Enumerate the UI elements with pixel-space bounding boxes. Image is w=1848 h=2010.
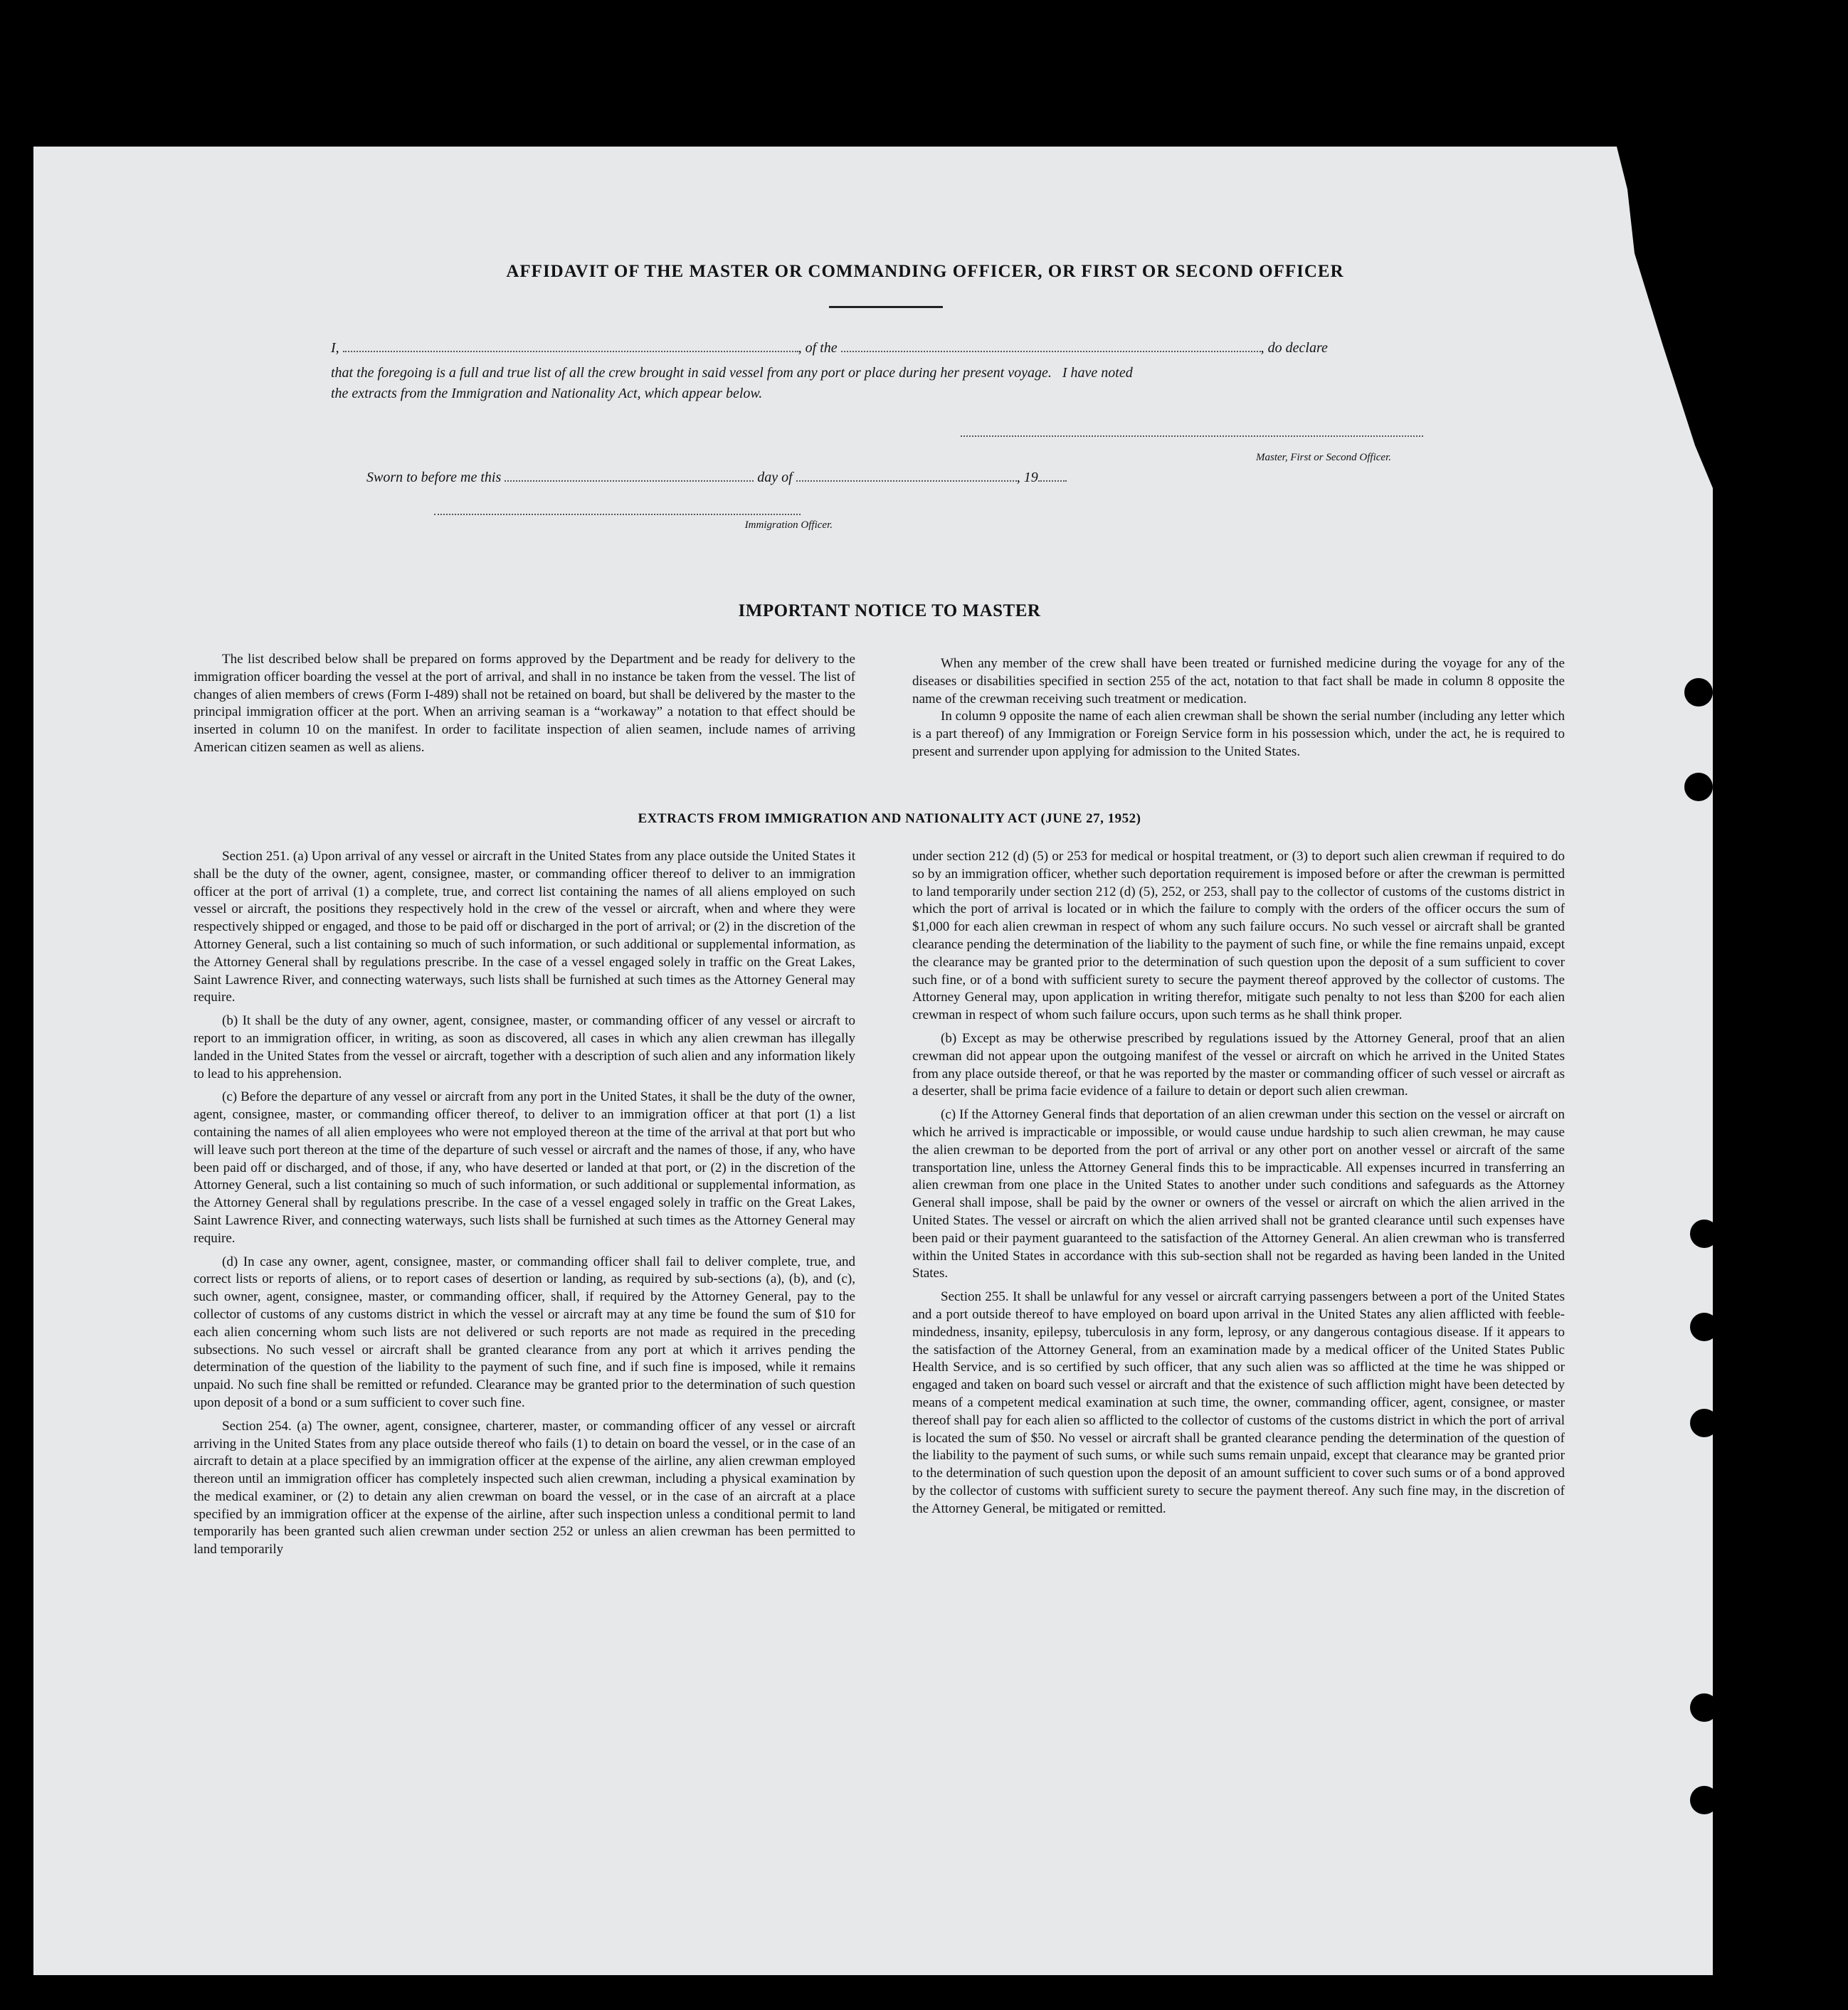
act-section-paragraph: (b) Except as may be otherwise prescribed by regulations issued by the Attorney General, proof that an alien crewman did not appear upon the outgoing manifest of the vessel or aircraft on which he arrived in the United States from any place outside thereof, or that he was reported by the master or commanding officer of such vessel or aircraft as a deserter, shall be prima facie evidence of a failure to detain or deport such alien crewman. — [912, 1030, 1565, 1099]
vessel-name-field[interactable] — [841, 338, 1261, 352]
immigration-officer-signature-field[interactable] — [434, 514, 801, 515]
punch-hole — [1690, 1786, 1718, 1814]
extracts-left-column — [194, 848, 855, 1559]
punch-hole — [1690, 1313, 1718, 1341]
extracts-title: EXTRACTS FROM IMMIGRATION AND NATIONALITY ACT (JUNE 27, 1952) — [638, 811, 1141, 826]
punch-hole — [1690, 1693, 1718, 1722]
act-section-paragraph: (b) It shall be the duty of any owner, agent, consignee, master, or commanding officer of any vessel or aircraft to report to an immigration officer, in writing, as soon as discovered, all cases in which any alien crewman has illegally landed in the United States from the vessel or aircraft, together with a description of such alien and any information likely to lead to his apprehension. — [194, 1013, 855, 1081]
sworn-month-field[interactable] — [796, 467, 1017, 482]
act-section-paragraph: under section 212 (d) (5) or 253 for medical or hospital treatment, or (3) to deport such alien crewman if required to do so by an immigration officer, whether such deportation requirement is imposed before or after the crewman is permitted to land temporarily under section 212 (d) (5), 252, or 253, shall pay to the collector of customs of the customs district in which the port of arrival is located or in which the failure to comply with the orders of the officer occurs the sum of $1,000 for each alien crewman in respect of whom any such failure occurs. No such vessel or aircraft shall be granted clearance pending the determination of the liability to the payment of such fine, or while the fine remains unpaid, except the clearance may be granted prior to the determination of such question upon the deposit of a sum sufficient to cover such fine, or of a bond with sufficient surety to secure the payment thereof approved by the collector of customs. The Attorney General may, upon application in writing therefor, mitigate such penalty to not less than $200 for each alien crewman in respect of whom such failure occurs, upon such terms as he shall think proper. — [912, 849, 1565, 1023]
master-signature-field[interactable] — [961, 435, 1423, 437]
day-of-label: day of — [757, 470, 793, 485]
immigration-officer-label: Immigration Officer. — [744, 519, 833, 531]
notice-paragraph: When any member of the crew shall have been treated or furnished medicine during the voyage for any of the diseases or disabilities specified in section 255 of the act, notation to that fact shall be made in column 8 opposite the name of the crewman receiving such treatment or medication. — [912, 656, 1565, 707]
notice-paragraph: In column 9 opposite the name of each alien crewman shall be shown the serial number (including any letter which is a part thereof) of any Immigration or Foreign Service form in his possession which, under the act, he is required to present and surrender upon applying for admission to the United States. — [912, 709, 1565, 759]
sworn-date-field[interactable] — [505, 467, 754, 482]
act-section-paragraph: (c) If the Attorney General finds that deportation of an alien crewman under this section on the vessel or aircraft on which he arrived is impracticable or impossible, or would cause undue hardship to such alien crewman, he may cause the alien crewman to be deported from the port of arrival or any other port on another vessel or aircraft of the same transportation line, unless the Attorney General finds this to be impracticable. All expenses incurred in transferring an alien crewman from one place in the United States to another under such conditions and safeguards as the Attorney General shall impose, shall be paid by the owner or owners of the vessel or aircraft on which the alien arrived in the United States. The vessel or aircraft on which the alien arrived shall not be granted clearance until such expenses have been paid or their payment guaranteed to the satisfaction of the Attorney General. An alien crewman who is transferred within the United States in accordance with this sub-section shall not be regarded as having been landed in the United States. — [912, 1107, 1565, 1281]
punch-hole — [1684, 773, 1713, 801]
declare-label: , do declare — [1260, 340, 1328, 356]
declarant-label: I, — [331, 340, 339, 356]
extracts-right-column — [912, 848, 1565, 1518]
act-section-paragraph: Section 255. It shall be unlawful for any vessel or aircraft carrying passengers between a port of the United States and a port outside thereof to have employed on board upon arrival in the United States any alien afflicted with feeble-mindedness, insanity, epilepsy, tuberculosis in any form, leprosy, or any dangerous contagious disease. If it appears to the satisfaction of the Attorney General, from an examination made by a medical officer of the United States Public Health Service, and is so certified by such officer, that any such alien was so afflicted at the time he was shipped or engaged and taken on board such vessel or aircraft and that the existence of such affliction might have been detected by means of a competent medical examination at such time, the owner, commanding officer, agent, consignee, or master thereof shall pay for each alien so afflicted to the collector of customs of the customs district in which the port of arrival is located the sum of $50. No vessel or aircraft shall be granted clearance pending the determination of the question of the liability to the payment of such sums, or while such sums remain unpaid, except that clearance may be granted prior to the determination of such question upon the deposit of an amount sufficient to cover such sums or of a bond approved by the collector of customs with sufficient surety to secure the payment thereof. Any such fine may, in the discretion of the Attorney General, be mitigated or remitted. — [912, 1289, 1565, 1516]
affidavit-title: AFFIDAVIT OF THE MASTER OR COMMANDING OFFICER, OR FIRST OR SECOND OFFICER — [506, 262, 1344, 281]
act-section-paragraph: (d) In case any owner, agent, consignee, master, or commanding officer shall fail to deliver complete, true, and correct lists or reports of aliens, or to report cases of desertion or landing, as required by sub-sections (a), (b), and (c), such owner, agent, consignee, master, or commanding officer, shall, if required by the Attorney General, pay to the collector of customs of any customs district in which the vessel or aircraft may at any time be found the sum of $10 for each alien concerning whom such lists are not delivered or such reports are not made as required in the preceding subsections. No such vessel or aircraft shall be granted clearance from any port at which it arrives pending the determination of the question of the liability to the payment of such fine, and if such fine is imposed, while it remains unpaid. No such fine shall be remitted or refunded. Clearance may be granted prior to the determination of such question upon deposit of a bond or a sum sufficient to cover such fine. — [194, 1254, 855, 1410]
sworn-label: Sworn to before me this — [366, 470, 502, 485]
sworn-year-field[interactable] — [1038, 467, 1067, 482]
vessel-label: , of the — [798, 340, 838, 356]
affidavit-line-1 — [331, 338, 1427, 356]
notice-right-column — [912, 655, 1565, 767]
year-label: , 19 — [1016, 470, 1038, 485]
master-signature-label: Master, First or Second Officer. — [1256, 452, 1391, 463]
affidavit-line-2: that the foregoing is a full and true list of all the crew brought in said vessel from any port or place during her present voyage. I have noted — [331, 365, 1133, 381]
sworn-line — [366, 467, 1462, 486]
notice-paragraph: The list described below shall be prepared on forms approved by the Department and be ready for delivery to the immigration officer boarding the vessel at the port of arrival, and shall in no instance be taken from the vessel. The list of changes of alien members of crews (Form I-489) shall not be retained on board, but shall be delivered by the master to the principal immigration officer at the port. When an arriving seaman is a “workaway” a notation to that effect should be inserted in column 10 on the manifest. In order to facilitate inspection of alien seamen, include names of arriving American citizen seamen as well as aliens. — [194, 652, 855, 755]
title-divider — [829, 306, 943, 308]
punch-hole — [1690, 1409, 1718, 1437]
declarant-name-field[interactable] — [343, 338, 798, 352]
affidavit-line-3: the extracts from the Immigration and Nationality Act, which appear below. — [331, 386, 763, 401]
act-section-paragraph: (c) Before the departure of any vessel or aircraft from any port in the United States, it shall be the duty of the owner, agent, consignee, master, or commanding officer thereof, to deliver to an immigration officer at that port (1) a list containing the names of all alien employees who were not employed thereon at the time of the arrival at that port but who will leave such port thereon at the time of the departure of such vessel or aircraft and the names of those, if any, who have been paid off or discharged, and of those, if any, who have deserted or landed at that port, or (2) in the discretion of the Attorney General, such a list containing so much of such information, or such additional or supplemental information, as the Attorney General shall by regulations prescribe. In the case of a vessel engaged solely in traffic on the Great Lakes, Saint Lawrence River, and connecting waterways, such lists shall be furnished at such times as the Attorney General may require. — [194, 1089, 855, 1246]
act-section-paragraph: Section 254. (a) The owner, agent, consignee, charterer, master, or commanding officer of any vessel or aircraft arriving in the United States from any place outside thereof who fails (1) to detain on board the vessel, or in the case of an aircraft to detain at a place specified by an immigration officer at the expense of the airline, any alien crewman employed thereon until an immigration officer has completely inspected such alien crewman, including a physical examination by the medical examiner, or (2) to detain any alien crewman on board the vessel, or in the case of an aircraft at a place specified by an immigration officer at the expense of the airline, after such inspection unless a conditional permit to land temporarily has been granted such alien crewman under section 252 or unless an alien crewman has been permitted to land temporarily — [194, 1418, 855, 1557]
act-section-paragraph: Section 251. (a) Upon arrival of any vessel or aircraft in the United States from any place outside the United States it shall be the duty of the owner, agent, consignee, master, or commanding officer thereof to deliver to an immigration officer at the port of arrival (1) a complete, true, and correct list containing the names of all aliens employed on such vessel or aircraft, the positions they respectively hold in the crew of the vessel or aircraft, when and where they were respectively shipped or engaged, and those to be paid off or discharged in the port of arrival; or (2) in the discretion of the Attorney General, such a list containing so much of such information, or such additional or supplemental information, as the Attorney General shall by regulations prescribe. In the case of a vessel engaged solely in traffic on the Great Lakes, Saint Lawrence River, and connecting waterways, such lists shall be furnished at such times as the Attorney General may require. — [194, 849, 855, 1005]
notice-left-column — [194, 651, 855, 763]
punch-hole — [1684, 678, 1713, 707]
notice-title: IMPORTANT NOTICE TO MASTER — [738, 601, 1041, 620]
punch-hole — [1690, 1220, 1718, 1248]
